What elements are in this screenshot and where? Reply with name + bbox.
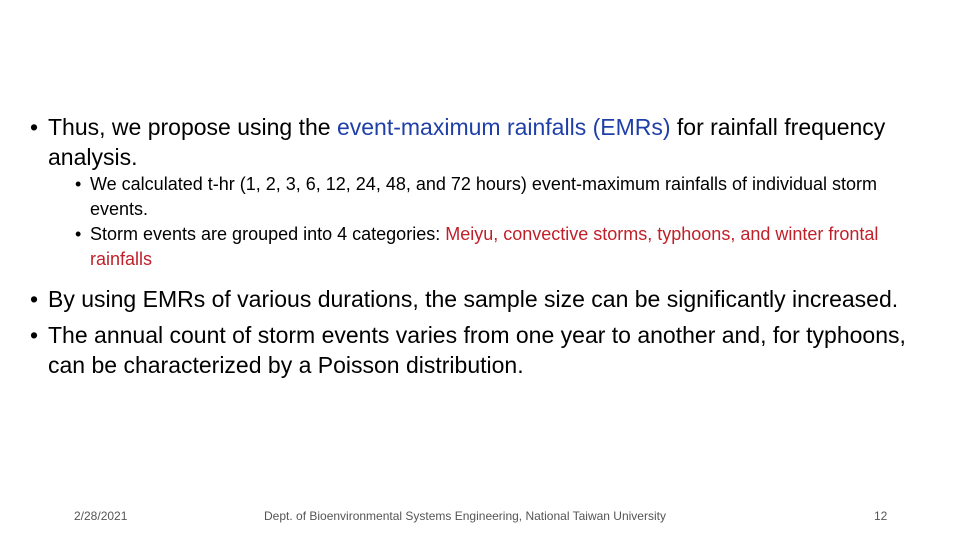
subbullet-durations [75, 172, 930, 222]
bullet-text: Thus, we propose using the [48, 114, 337, 140]
subbullet-categories [75, 222, 930, 272]
bullet-text: By using EMRs of various durations, the sample size can be significantly increased. [48, 286, 899, 312]
slide-body [30, 112, 930, 380]
bullet-dot: • [30, 286, 39, 312]
bullet-dot: • [30, 322, 39, 348]
bullet-text: Storm events are grouped into 4 categories: [90, 224, 446, 244]
footer-department: Dept. of Bioenvironmental Systems Engineering, National Taiwan University [264, 509, 666, 523]
bullet-text-tail: for rainfall frequency analysis. [48, 114, 886, 170]
bullet-sample-size [30, 284, 930, 314]
emr-highlight: event-maximum rainfalls (EMRs) [336, 114, 671, 140]
bullet-dot: • [30, 114, 39, 140]
bullet-annual-count [30, 320, 930, 380]
bullet-dot: • [75, 224, 82, 244]
categories-highlight: Meiyu, convective storms, typhoons, and winter frontal rainfalls [90, 224, 879, 269]
footer-date: 2/28/2021 [74, 509, 128, 523]
bullet-dot: • [75, 174, 82, 194]
footer-page-number: 12 [874, 509, 888, 523]
bullet-text: The annual count of storm events varies from one year to another and, for typhoons, can be characterized by a Poisson distribution. [48, 322, 906, 378]
bullet-text: We calculated t-hr (1, 2, 3, 6, 12, 24, 48, and 72 hours) event-maximum rainfalls of individual storm events. [90, 174, 878, 219]
bullet-emr-proposal [30, 112, 930, 172]
